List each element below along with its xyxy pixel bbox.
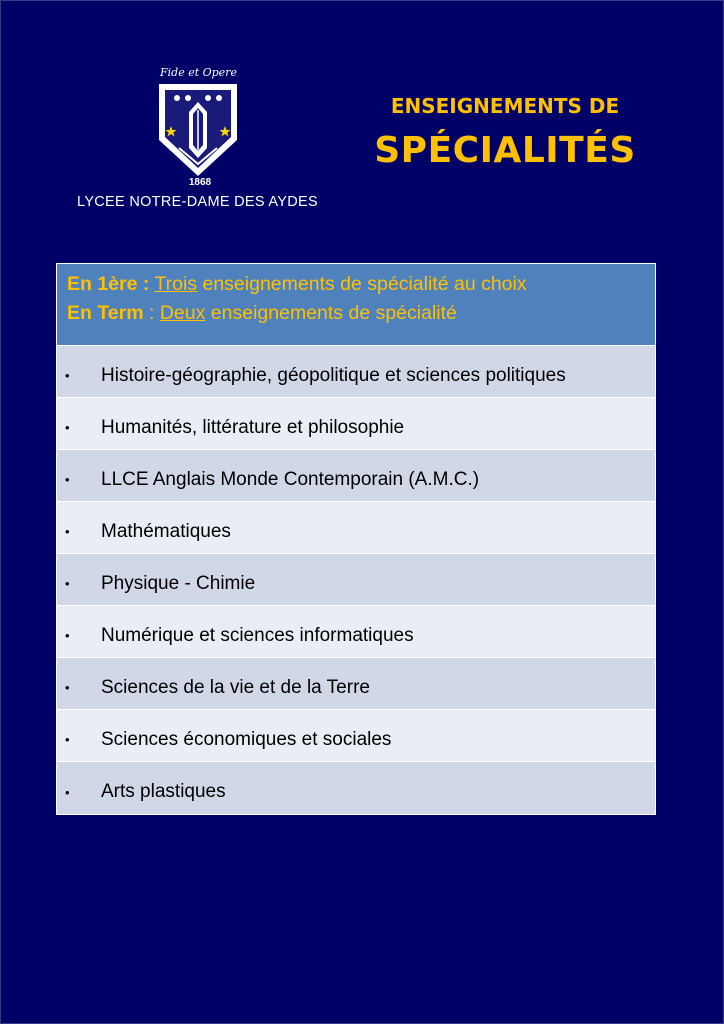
bullet-icon: • <box>65 472 70 487</box>
bullet-icon: • <box>65 680 70 695</box>
specialite-label: LLCE Anglais Monde Contemporain (A.M.C.) <box>101 468 480 490</box>
specialites-table <box>56 263 656 815</box>
table-row <box>57 658 655 710</box>
header-premiere <box>67 270 645 299</box>
logo-motto: Fide et Opere <box>160 66 237 79</box>
bullet-icon: • <box>65 524 70 539</box>
specialite-label: Arts plastiques <box>101 781 226 802</box>
table-row <box>57 710 655 762</box>
table-row <box>57 502 655 554</box>
bullet-icon: • <box>65 576 70 591</box>
premiere-rest: enseignements de spécialité au choix <box>202 273 527 295</box>
specialite-label: Mathématiques <box>101 520 231 542</box>
specialite-label: Humanités, littérature et philosophie <box>101 416 405 438</box>
premiere-count: Trois <box>154 273 198 295</box>
specialite-label: Physique - Chimie <box>101 572 256 594</box>
logo-year: 1868 <box>188 177 212 188</box>
school-name: LYCEE NOTRE-DAME DES AYDES <box>77 194 318 210</box>
specialite-label: Sciences économiques et sociales <box>101 728 392 750</box>
table-row <box>57 554 655 606</box>
terminale-count: Deux <box>159 302 206 324</box>
specialite-label: Sciences de la vie et de la Terre <box>101 676 370 698</box>
bullet-icon: • <box>65 784 70 800</box>
specialite-label: Histoire-géographie, géopolitique et sciences politiques <box>101 364 566 386</box>
terminale-sep: : <box>149 302 155 324</box>
page-title-line1: ENSEIGNEMENTS DE <box>390 94 620 118</box>
table-row <box>57 450 655 502</box>
terminale-lead: En Term <box>67 302 144 324</box>
crest-shield-icon <box>155 82 241 178</box>
school-logo <box>55 66 340 216</box>
bullet-icon: • <box>65 368 70 383</box>
bullet-icon: • <box>65 732 70 747</box>
table-header <box>57 264 655 346</box>
header-terminale <box>67 299 645 328</box>
table-row <box>57 346 655 398</box>
bullet-icon: • <box>65 628 70 643</box>
premiere-lead: En 1ère : <box>67 273 150 295</box>
specialite-label: Numérique et sciences informatiques <box>101 624 414 646</box>
table-row <box>57 762 655 814</box>
bullet-icon: • <box>65 420 70 435</box>
table-row <box>57 606 655 658</box>
table-row <box>57 398 655 450</box>
terminale-rest: enseignements de spécialité <box>210 302 457 324</box>
page-title-line2: SPÉCIALITÉS <box>374 130 636 171</box>
